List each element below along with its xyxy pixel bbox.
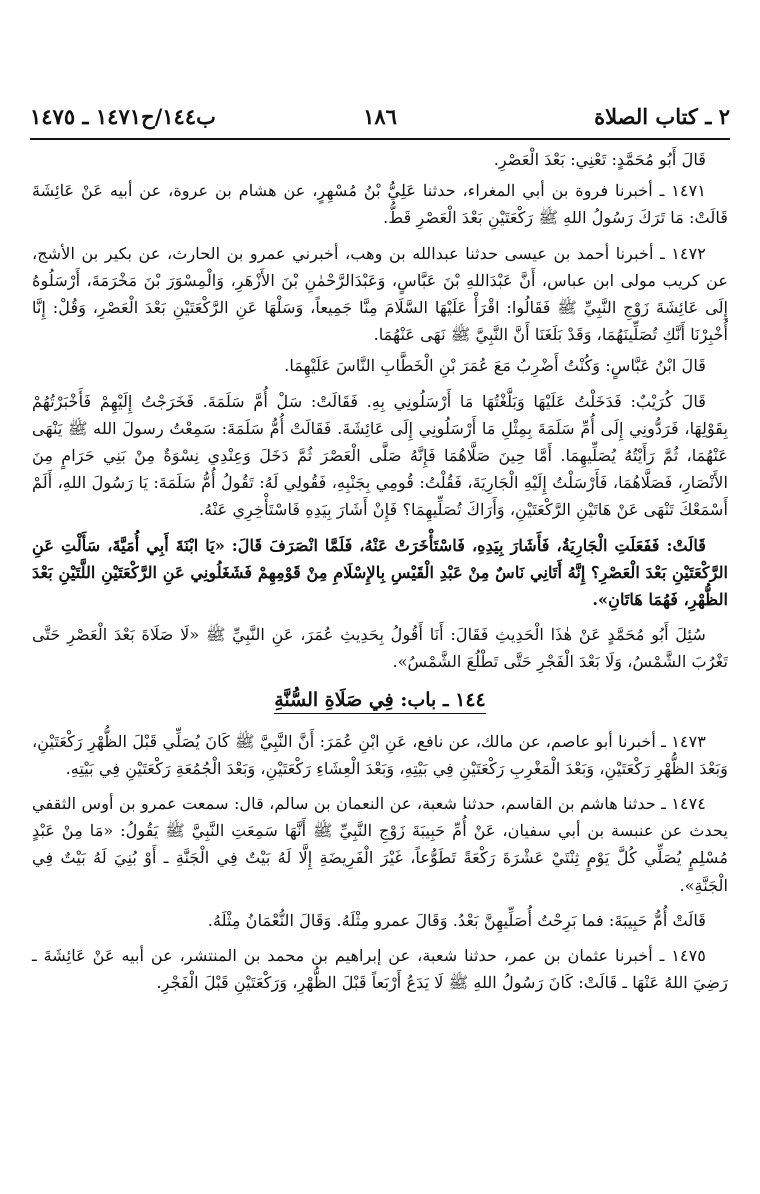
paragraph: سُئِلَ أَبُو مُحَمَّدٍ عَنْ هٰذَا الْحَدِيثِ فَقَالَ: أَنَا أَقُولُ بِحَدِيثِ عُمَرَ، عَنِ النَّبِيِّ ﷺ «لَا صَلَاةَ بَعْدَ الْعَصْرِ حَتَّى تَغْرُبَ الشَّمْسُ، وَلَا بَعْدَ الْفَجْرِ حَتَّى تَطْلُعَ الشَّمْسُ». xyxy=(32,625,728,672)
paragraph: قَالَتْ أُمُّ حَبِيبَةَ: فما بَرِحْتُ أُصَلِّيهِنَّ بَعْدُ. وَقَالَ عمرو مِثْلَهُ. وَقَالَ النُّعْمَانُ مِثْلَهُ. xyxy=(207,910,706,930)
hadith-1472: ١٤٧٢ ـ أخبرنا أحمد بن عيسى حدثنا عبدالله بن وهب، أخبرني عمرو بن الحارث، عن بكير بن الأشج، عن كريب مولى ابن عباس، أَنَّ عَبْدَاللهِ بْنَ عَبَّاسٍ، وَعَبْدَالرَّحْمٰنِ بْنَ الأَزْهَرِ، وَالْمِسْوَرَ بْنَ مَخْرَمَةَ، أَرْسَلُوهُ إِلَى عَائِشَةَ زَوْجِ النَّبِيِّ ﷺ فَقَالُوا: اقْرَأْ عَلَيْهَا السَّلَامَ مِنَّا جَمِيعاً، وَسَلْهَا عَنِ الرَّكْعَتَيْنِ بَعْدَ الْعَصْرِ، وَقُلْ: إِنَّا أُخْبِرْنَا أَنَّكِ تُصَلِّينَهُمَا، وَقَدْ بَلَغَنَا أَنَّ النَّبِيَّ ﷺ نَهَى عَنْهُمَا. xyxy=(32,243,728,345)
page-body xyxy=(32,146,728,1004)
hadith-range: ب١٤٤/ح١٤٧١ ـ ١٤٧٥ xyxy=(30,104,216,129)
hadith-1473: ١٤٧٣ ـ أخبرنا أبو عاصم، عن مالك، عن نافع، عَنِ ابْنِ عُمَرَ: أَنَّ النَّبِيَّ ﷺ كَانَ يُصَلِّي قَبْلَ الظُّهْرِ رَكْعَتَيْنِ، وَبَعْدَ الظُّهْرِ رَكْعَتَيْنِ، وَبَعْدَ الْمَغْرِبِ رَكْعَتَيْنِ فِي بَيْتِهِ، وَبَعْدَ الْعِشَاءِ رَكْعَتَيْنِ، وَبَعْدَ الْجُمُعَةِ رَكْعَتَيْنِ فِي بَيْتِهِ. xyxy=(32,731,728,778)
section-heading-text: ١٤٤ ـ باب: فِي صَلَاةِ السُّنَّةِ xyxy=(274,689,486,714)
paragraph: قَالَ ابْنُ عَبَّاسٍ: وَكُنْتُ أَضْرِبُ مَعَ عُمَرَ بْنِ الْخَطَّابِ النَّاسَ عَلَيْهِمَا. xyxy=(284,356,706,376)
page-header xyxy=(30,104,730,138)
chapter-title: ٢ ـ كتاب الصلاة xyxy=(594,104,730,129)
page-number: ١٨٦ xyxy=(363,104,397,129)
hadith-1474: ١٤٧٤ ـ حدثنا هاشم بن القاسم، حدثنا شعبة، عن النعمان بن سالم، قال: سمعت عمرو بن أوس الثقفي يحدث عن عنبسة بن أبي سفيان، عَنْ أُمِّ حَبِيبَةَ زَوْجِ النَّبِيِّ ﷺ أَنَّهَا سَمِعَتِ النَّبِيَّ ﷺ يَقُولُ: «مَا مِنْ عَبْدٍ مُسْلِمٍ يُصَلِّي كُلَّ يَوْمٍ ثِنْتَيْ عَشْرَةَ رَكْعَةً تَطَوُّعاً، غَيْرَ الْفَرِيضَةِ إِلَّا لَهُ بَيْتٌ فِي الْجَنَّةِ ـ أَوْ بُنِيَ لَهُ بَيْتٌ فِي الْجَنَّةِ». xyxy=(32,794,728,895)
paragraph: قَالَتْ: فَفَعَلَتِ الْجَارِيَةُ، فَأَشَارَ بِيَدِهِ، فَاسْتَأْخَرَتْ عَنْهُ، فَلَمَّا انْصَرَفَ قَالَ: «يَا ابْنَةَ أَبِي أُمَيَّةَ، سَأَلْتِ عَنِ الرَّكْعَتَيْنِ بَعْدَ الْعَصْرِ؟ إِنَّهُ أَتَانِي نَاسٌ مِنْ عَبْدِ الْقَيْسِ بِالإِسْلَامِ مِنْ قَوْمِهِمْ فَشَغَلُونِي عَنِ الرَّكْعَتَيْنِ اللَّتَيْنِ بَعْدَ الظُّهْرِ، فَهُمَا هَاتَانِ». xyxy=(32,535,728,610)
paragraph: قَالَ كُرَيْبٌ: فَدَخَلْتُ عَلَيْهَا وَبَلَّغْتُهَا مَا أَرْسَلُونِي بِهِ. فَقَالَتْ: سَلْ أُمَّ سَلَمَةَ. فَخَرَجْتُ إِلَيْهِمْ فَأَخْبَرْتُهُمْ بِقَوْلِهَا، فَرَدُّونِي إِلَى أُمِّ سَلَمَةَ بِمِثْلِ مَا أَرْسَلُونِي إِلَى عَائِشَةَ. فَقَالَتْ أُمُّ سَلَمَةَ: سَمِعْتُ رسولَ الله ﷺ يَنْهَى عَنْهُمَا، ثُمَّ رَأَيْتُهُ يُصَلِّيهِمَا. أَمَّا حِينَ صَلَّاهُمَا فَإِنَّهُ صَلَّى الْعَصْرَ ثُمَّ دَخَلَ وَعِنْدِي نِسْوَةٌ مِنْ بَنِي حَرَامٍ مِنَ الأَنْصَارِ، فَصَلَّاهُمَا، فَأَرْسَلْتُ إِلَيْهِ الْجَارِيَةَ، فَقُلْتُ: قُومِي بِجَنْبِهِ، فَقُولِي لَهُ: تَقُولُ أُمُّ سَلَمَةَ: يَا رَسُولَ اللهِ، أَلَمْ أَسْمَعْكَ تَنْهَى عَنْ هَاتَيْنِ الرَّكْعَتَيْنِ، وَأَرَاكَ تُصَلِّيهِمَا؟ فَإِنْ أَشَارَ بِيَدِهِ فَاسْتَأْخِرِي عَنْهُ. xyxy=(32,391,728,520)
header-rule xyxy=(30,138,730,140)
section-heading xyxy=(32,686,728,714)
paragraph: قَالَ أَبُو مُحَمَّدٍ: تَعْنِي: بَعْدَ الْعَصْرِ. xyxy=(493,150,706,169)
hadith-1475: ١٤٧٥ ـ أخبرنا عثمان بن عمر، حدثنا شعبة، عن إبراهيم بن محمد بن المنتشر، عن أبيه عَنْ عَائِشَةَ ـ رَضِيَ اللهُ عَنْهَا ـ قَالَتْ: كَانَ رَسُولُ اللهِ ﷺ لَا يَدَعُ أَرْبَعاً قَبْلَ الظُّهْرِ، وَرَكْعَتَيْنِ قَبْلَ الْفَجْرِ. xyxy=(32,946,728,993)
hadith-1471: ١٤٧١ ـ أخبرنا فروة بن أبي المغراء، حدثنا عَلِيُّ بْنُ مُسْهِرٍ، عن هشام بن عروة، عن أبيه عَنْ عَائِشَةَ قَالَتْ: مَا تَرَكَ رَسُولُ اللهِ ﷺ رَكْعَتَيْنِ بَعْدَ الْعَصْرِ قَطُّ. xyxy=(32,181,728,228)
